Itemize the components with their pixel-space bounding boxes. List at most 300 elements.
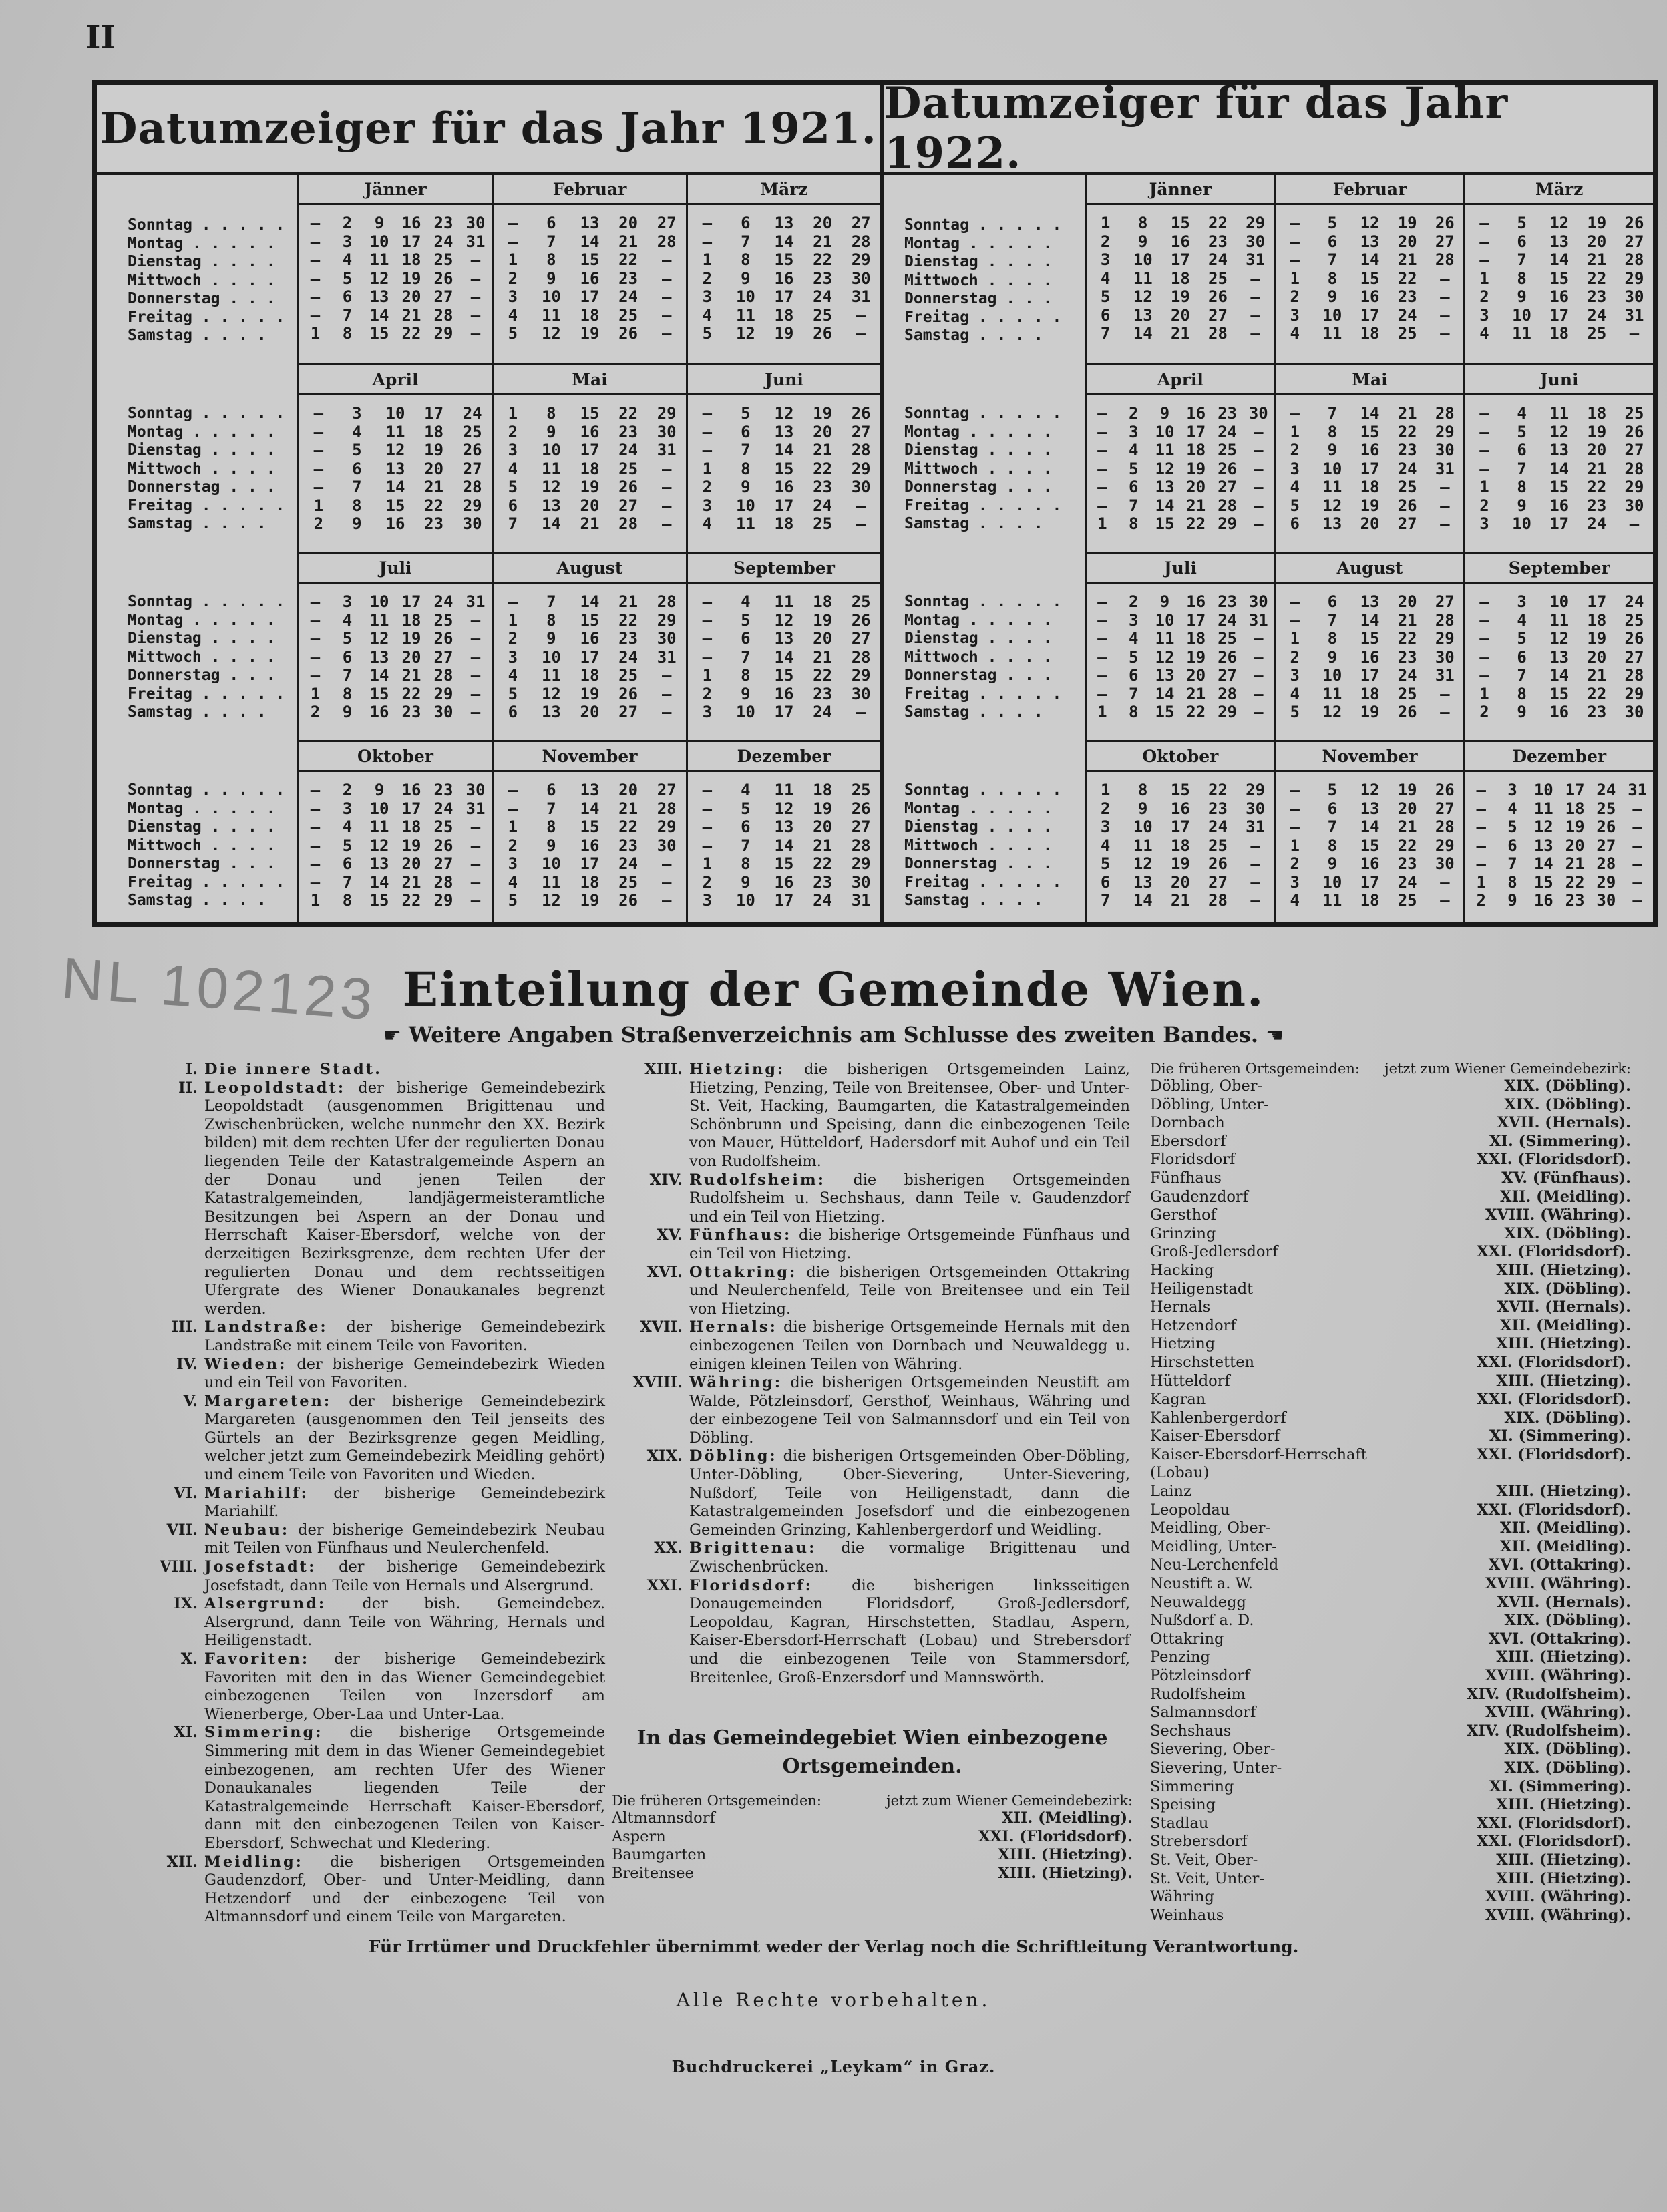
day-number: 12 xyxy=(1360,214,1380,232)
day-number: — xyxy=(1440,514,1450,533)
day-number: 22 xyxy=(618,817,638,836)
former-municipality: Meidling, Ober- xyxy=(1150,1519,1271,1537)
day-number: 9 xyxy=(374,214,385,232)
former-municipality: Strebersdorf xyxy=(1150,1833,1248,1851)
district-entry xyxy=(118,1318,605,1355)
table-row xyxy=(1150,1335,1631,1354)
day-number: 31 xyxy=(1246,817,1266,836)
day-number: — xyxy=(1440,703,1450,721)
day-number: 19 xyxy=(424,441,444,459)
day-number: 11 xyxy=(541,872,561,892)
day-number: 28 xyxy=(851,836,871,855)
day-number: 20 xyxy=(618,781,638,799)
day-number: 26 xyxy=(1397,703,1417,721)
former-municipality: Neu-Lerchenfeld xyxy=(1150,1556,1279,1574)
day-number: 15 xyxy=(385,496,405,515)
day-number: 9 xyxy=(1327,854,1338,873)
month-block xyxy=(686,363,880,552)
day-number: 18 xyxy=(1186,629,1206,648)
table-row xyxy=(1150,1262,1631,1280)
day-number: 31 xyxy=(657,441,677,459)
week-column xyxy=(1465,593,1503,740)
day-number: 16 xyxy=(1549,496,1569,515)
day-number: 31 xyxy=(851,891,871,910)
day-number: 17 xyxy=(1549,305,1569,325)
day-number: 17 xyxy=(401,592,421,611)
day-number: 2 xyxy=(1479,496,1489,515)
day-number: — xyxy=(1097,404,1107,423)
current-district: XVII. (Hernals). xyxy=(1497,1298,1631,1316)
day-number: 20 xyxy=(401,647,421,667)
week-column xyxy=(842,593,880,740)
day-number: — xyxy=(661,496,672,515)
day-number: 21 xyxy=(1170,324,1190,343)
day-number: 5 xyxy=(508,891,518,910)
week-column xyxy=(1616,405,1653,552)
day-number: 26 xyxy=(1208,854,1228,873)
day-number: 21 xyxy=(401,305,421,325)
table-row xyxy=(612,1828,1133,1847)
day-number: 4 xyxy=(1290,324,1300,343)
day-number: — xyxy=(313,441,324,459)
former-municipality: Gersthof xyxy=(1150,1206,1216,1224)
day-number: 19 xyxy=(401,836,421,855)
day-number: 13 xyxy=(774,422,794,441)
day-number: 4 xyxy=(1290,891,1300,910)
week-column xyxy=(1124,781,1161,926)
day-number: 15 xyxy=(1155,703,1175,721)
day-number: 15 xyxy=(369,684,389,703)
day-number: 8 xyxy=(342,684,353,703)
day-number: 2 xyxy=(1100,799,1111,818)
day-number: 23 xyxy=(1208,232,1228,251)
day-number: 5 xyxy=(508,478,518,496)
table-head-right: jetzt zum Wiener Gemeindebezirk: xyxy=(1384,1061,1631,1077)
district-entry xyxy=(616,1264,1130,1319)
district-text: die vormalige Brigittenau und Zwischenbrücken. xyxy=(689,1539,1130,1576)
former-municipality: Meidling, Unter- xyxy=(1150,1537,1277,1555)
day-number: — xyxy=(1250,287,1260,306)
day-number: 3 xyxy=(1290,305,1300,325)
day-number: 29 xyxy=(851,459,871,478)
day-number: 4 xyxy=(741,592,751,611)
day-number: 31 xyxy=(1246,250,1266,269)
district-number: XVII. xyxy=(640,1318,683,1336)
day-number: 19 xyxy=(1587,214,1607,232)
day-number: 29 xyxy=(1435,629,1455,648)
current-district: XIII. (Hietzing). xyxy=(1496,1372,1631,1390)
day-number: 23 xyxy=(1587,287,1607,306)
month-days xyxy=(1465,584,1653,740)
day-number: 2 xyxy=(702,268,713,288)
week-column xyxy=(727,214,765,363)
day-number: 17 xyxy=(1587,592,1607,611)
week-column xyxy=(1276,781,1314,926)
incorporated-title: In das Gemeindegebiet Wien einbezogene Ortsgemeinden. xyxy=(636,1726,1108,1778)
day-number: 21 xyxy=(1397,404,1417,423)
week-column xyxy=(494,781,532,926)
day-number: 31 xyxy=(466,592,486,611)
incorporated-table xyxy=(612,1793,1133,1883)
day-number: 10 xyxy=(1533,781,1553,799)
day-number: 30 xyxy=(851,478,871,496)
former-municipality: Altmannsdorf xyxy=(612,1809,715,1827)
day-number: 25 xyxy=(1397,891,1417,910)
day-number: 14 xyxy=(1133,891,1153,910)
day-number: — xyxy=(1476,817,1486,836)
day-number: 21 xyxy=(813,836,833,855)
day-number: 8 xyxy=(1507,872,1517,892)
day-number: 10 xyxy=(735,703,755,721)
day-number: 10 xyxy=(735,891,755,910)
day-number: 15 xyxy=(1170,214,1190,232)
day-number: 13 xyxy=(1155,478,1175,496)
current-district: XIX. (Döbling). xyxy=(1504,1095,1631,1113)
day-number: — xyxy=(1479,459,1489,478)
day-number: — xyxy=(1479,250,1489,269)
day-number: 26 xyxy=(851,610,871,630)
table-row xyxy=(1150,1096,1631,1115)
former-municipality: Simmering xyxy=(1150,1777,1234,1795)
week-column xyxy=(363,214,395,363)
day-number: — xyxy=(470,684,481,703)
day-number: — xyxy=(1440,324,1450,343)
former-municipality: Döbling, Unter- xyxy=(1150,1095,1269,1113)
weekday-label: Donnerstag . . . xyxy=(128,478,276,496)
calendar-grid xyxy=(884,175,1653,926)
day-number: 17 xyxy=(1360,666,1380,685)
day-number: 18 xyxy=(1186,441,1206,459)
district-description xyxy=(204,1079,605,1319)
week-column xyxy=(1161,214,1199,363)
table-row xyxy=(1150,1759,1631,1778)
district-text: der bish. Gemeindebez. Alsergrund, dann Teile von Währing, Hernals und Heiligenstadt. xyxy=(204,1595,606,1650)
district-number: XV. xyxy=(657,1226,683,1244)
weekday-label: Freitag . . . . . xyxy=(904,308,1062,326)
district-name: Währing: xyxy=(689,1374,783,1392)
former-municipality: Hütteldorf xyxy=(1150,1372,1230,1390)
day-number: 25 xyxy=(851,592,871,611)
day-number: 14 xyxy=(1549,250,1569,269)
month-days xyxy=(494,205,686,363)
day-number: — xyxy=(1250,836,1260,855)
week-column xyxy=(688,781,727,926)
day-number: 11 xyxy=(774,781,794,799)
day-number: 22 xyxy=(401,684,421,703)
former-municipality: St. Veit, Unter- xyxy=(1150,1869,1264,1887)
day-number: 2 xyxy=(1479,703,1489,721)
day-number: 16 xyxy=(774,478,794,496)
day-number: 6 xyxy=(508,496,518,515)
day-number: 19 xyxy=(1565,817,1585,836)
day-number: 6 xyxy=(342,854,353,873)
day-number: 24 xyxy=(1218,422,1237,441)
day-number: 25 xyxy=(1624,610,1644,630)
district-number: I. xyxy=(185,1061,198,1078)
day-number: 17 xyxy=(401,799,421,818)
week-column xyxy=(1426,214,1463,363)
day-number: 28 xyxy=(618,514,638,533)
day-number: 9 xyxy=(1327,647,1338,667)
day-number: 25 xyxy=(813,514,833,533)
day-number: 17 xyxy=(774,287,794,306)
day-number: — xyxy=(1254,441,1264,459)
day-number: 23 xyxy=(813,684,833,703)
district-entry xyxy=(118,1724,605,1853)
month-block xyxy=(297,175,492,363)
day-number: 26 xyxy=(813,324,833,343)
day-number: 10 xyxy=(541,647,561,667)
day-number: — xyxy=(702,629,713,648)
week-column xyxy=(1149,593,1181,740)
day-number: 22 xyxy=(1208,781,1228,799)
table-row xyxy=(1150,1169,1631,1188)
day-number: 29 xyxy=(657,817,677,836)
week-column xyxy=(1590,781,1622,926)
week-column xyxy=(765,593,803,740)
day-number: — xyxy=(310,666,321,685)
day-number: — xyxy=(1440,478,1450,496)
weekday-label: Mittwoch . . . . xyxy=(904,459,1053,478)
day-number: 1 xyxy=(702,854,713,873)
day-number: 24 xyxy=(1397,872,1417,892)
day-number: 6 xyxy=(1100,305,1111,325)
district-list-middle xyxy=(616,1061,1130,1687)
day-number: 23 xyxy=(401,703,421,721)
week-column xyxy=(1212,405,1243,552)
day-number: 4 xyxy=(342,250,353,269)
week-column xyxy=(727,781,765,926)
month-block xyxy=(492,363,686,552)
week-column xyxy=(1351,405,1388,552)
day-number: 30 xyxy=(1246,799,1266,818)
day-number: 25 xyxy=(618,305,638,325)
day-number: — xyxy=(1097,592,1107,611)
week-column xyxy=(570,214,609,363)
day-number: 27 xyxy=(618,703,638,721)
week-column xyxy=(1388,781,1426,926)
day-number: 27 xyxy=(851,422,871,441)
week-column xyxy=(765,405,803,552)
month-days xyxy=(1087,205,1274,363)
day-number: 21 xyxy=(1587,666,1607,685)
calendar-quarter xyxy=(884,552,1653,740)
week-column xyxy=(1180,593,1212,740)
district-number: XII. xyxy=(166,1853,198,1871)
day-number: 6 xyxy=(342,287,353,306)
day-number: 2 xyxy=(1290,647,1300,667)
day-number: 17 xyxy=(1360,459,1380,478)
day-number: 25 xyxy=(1624,404,1644,423)
week-column xyxy=(1465,781,1497,926)
day-number: 10 xyxy=(1133,250,1153,269)
table-row xyxy=(1150,1722,1631,1741)
week-column xyxy=(395,593,427,740)
week-column xyxy=(1541,214,1578,363)
day-number: 12 xyxy=(1133,287,1153,306)
week-column xyxy=(1559,781,1591,926)
day-number: 26 xyxy=(1435,781,1455,799)
day-number: 6 xyxy=(741,817,751,836)
week-column xyxy=(459,593,492,740)
day-number: 30 xyxy=(657,422,677,441)
day-number: 7 xyxy=(546,592,556,611)
week-column xyxy=(331,593,363,740)
day-number: 23 xyxy=(618,629,638,648)
day-number: 22 xyxy=(1397,268,1417,288)
day-number: 30 xyxy=(466,781,486,799)
day-number: 21 xyxy=(1186,684,1206,703)
week-column xyxy=(1426,405,1463,552)
day-number: 6 xyxy=(1100,872,1111,892)
day-number: 20 xyxy=(1170,305,1190,325)
day-number: 2 xyxy=(1479,287,1489,306)
day-number: — xyxy=(1097,666,1107,685)
week-column xyxy=(1465,214,1503,363)
month-days xyxy=(299,205,492,363)
day-number: 2 xyxy=(1290,287,1300,306)
day-number: 15 xyxy=(774,250,794,269)
former-municipality: Penzing xyxy=(1150,1648,1210,1666)
day-number: 12 xyxy=(1155,647,1175,667)
day-number: 10 xyxy=(369,592,389,611)
day-number: 17 xyxy=(401,232,421,251)
table-row xyxy=(1150,1648,1631,1667)
day-number: 1 xyxy=(1097,514,1107,533)
day-number: 29 xyxy=(1246,781,1266,799)
day-number: — xyxy=(1097,647,1107,667)
district-name: Hietzing: xyxy=(689,1061,785,1078)
day-number: 24 xyxy=(1624,592,1644,611)
day-number: 7 xyxy=(1327,250,1338,269)
day-number: 16 xyxy=(580,836,600,855)
day-number: 16 xyxy=(774,684,794,703)
day-number: 24 xyxy=(1397,305,1417,325)
district-number: VII. xyxy=(166,1521,198,1539)
day-number: 28 xyxy=(1218,684,1237,703)
day-number: — xyxy=(1097,478,1107,496)
day-number: — xyxy=(310,250,321,269)
current-district: XIX. (Döbling). xyxy=(1504,1740,1631,1759)
current-district: XVIII. (Währing). xyxy=(1485,1704,1631,1722)
day-number: 20 xyxy=(401,287,421,306)
day-number: 2 xyxy=(1100,232,1111,251)
day-number: 5 xyxy=(342,268,353,288)
district-name: Neubau: xyxy=(204,1521,290,1539)
week-column xyxy=(299,214,331,363)
current-district: XIV. (Rudolfsheim). xyxy=(1466,1685,1631,1703)
table-row xyxy=(1150,1796,1631,1815)
district-list-left xyxy=(118,1061,605,1927)
day-number: 19 xyxy=(580,891,600,910)
day-number: — xyxy=(508,781,518,799)
day-number: — xyxy=(1250,891,1260,910)
day-number: 16 xyxy=(1549,287,1569,306)
day-number: — xyxy=(310,629,321,648)
day-number: — xyxy=(661,666,672,685)
table-row xyxy=(1150,1483,1631,1501)
current-district: XVI. (Ottakring). xyxy=(1488,1556,1631,1574)
weekday-label: Freitag . . . . . xyxy=(128,308,285,326)
day-number: — xyxy=(310,799,321,818)
day-number: 8 xyxy=(352,496,362,515)
weekday-label: Freitag . . . . . xyxy=(128,873,285,891)
day-number: 14 xyxy=(385,478,405,496)
day-number: 13 xyxy=(369,287,389,306)
day-number: 23 xyxy=(1587,703,1607,721)
weekday-label: Dienstag . . . . xyxy=(904,441,1053,459)
day-number: 1 xyxy=(1290,629,1300,648)
day-number: 9 xyxy=(352,514,362,533)
day-number: 1 xyxy=(1290,268,1300,288)
day-number: 5 xyxy=(352,441,362,459)
weekday-labels xyxy=(97,552,297,740)
day-number: 21 xyxy=(618,592,638,611)
month-block xyxy=(686,740,880,926)
day-number: 18 xyxy=(1360,891,1380,910)
week-column xyxy=(331,781,363,926)
district-name: Fünfhaus: xyxy=(689,1226,792,1244)
weekday-label: Sonntag . . . . . xyxy=(904,216,1062,234)
month-name: Oktober xyxy=(299,740,492,772)
weekday-label: Donnerstag . . . xyxy=(904,667,1053,684)
day-number: — xyxy=(661,268,672,288)
day-number: 15 xyxy=(774,459,794,478)
day-number: 11 xyxy=(1549,610,1569,630)
day-number: 11 xyxy=(1133,268,1153,288)
district-description xyxy=(689,1226,1130,1263)
month-block xyxy=(1085,740,1274,926)
day-number: 12 xyxy=(541,684,561,703)
day-number: 22 xyxy=(1587,478,1607,496)
week-column xyxy=(1276,214,1314,363)
section-title: Einteilung der Gemeinde Wien. xyxy=(402,962,1265,1017)
day-number: 23 xyxy=(1587,496,1607,515)
district-number: XIV. xyxy=(649,1171,683,1189)
day-number: — xyxy=(1479,441,1489,459)
day-number: 9 xyxy=(741,684,751,703)
day-number: 22 xyxy=(1397,422,1417,441)
month-block xyxy=(1463,552,1653,740)
day-number: 26 xyxy=(433,836,453,855)
day-number: 3 xyxy=(1100,250,1111,269)
current-district: XVIII. (Währing). xyxy=(1485,1906,1631,1924)
day-number: 1 xyxy=(310,891,321,910)
day-number: 3 xyxy=(1479,514,1489,533)
district-text: die bisherigen Ortsgemeinden Lainz, Hietzing, Penzing, Teile von Breitensee, Ober- und Unter-St. Veit, Hacking, Baumgarten, die Katastralgemeinden Schönbrunn und Speising, dann die einbezogenen Teile von Mauer, Hütteldorf, Hadersdorf mit Auhof und ein Teil von Rudolfsheim. xyxy=(689,1061,1130,1170)
day-number: 1 xyxy=(508,817,518,836)
district-name: Favoriten: xyxy=(204,1650,310,1668)
former-municipality: Speising xyxy=(1150,1796,1216,1814)
day-number: 25 xyxy=(1596,799,1616,818)
day-number: 9 xyxy=(546,422,556,441)
day-number: 5 xyxy=(1100,854,1111,873)
day-number: — xyxy=(702,441,713,459)
weekday-label: Montag . . . . . xyxy=(128,611,276,629)
table-row xyxy=(1150,1778,1631,1797)
day-number: — xyxy=(702,404,713,423)
weekday-label: Montag . . . . . xyxy=(904,611,1053,629)
district-entry xyxy=(118,1079,605,1319)
day-number: 2 xyxy=(342,781,353,799)
day-number: 1 xyxy=(1479,478,1489,496)
day-number: 1 xyxy=(310,684,321,703)
month-days xyxy=(688,772,880,926)
day-number: 12 xyxy=(369,629,389,648)
day-number: 18 xyxy=(580,305,600,325)
day-number: — xyxy=(661,872,672,892)
district-number: XX. xyxy=(654,1539,683,1557)
